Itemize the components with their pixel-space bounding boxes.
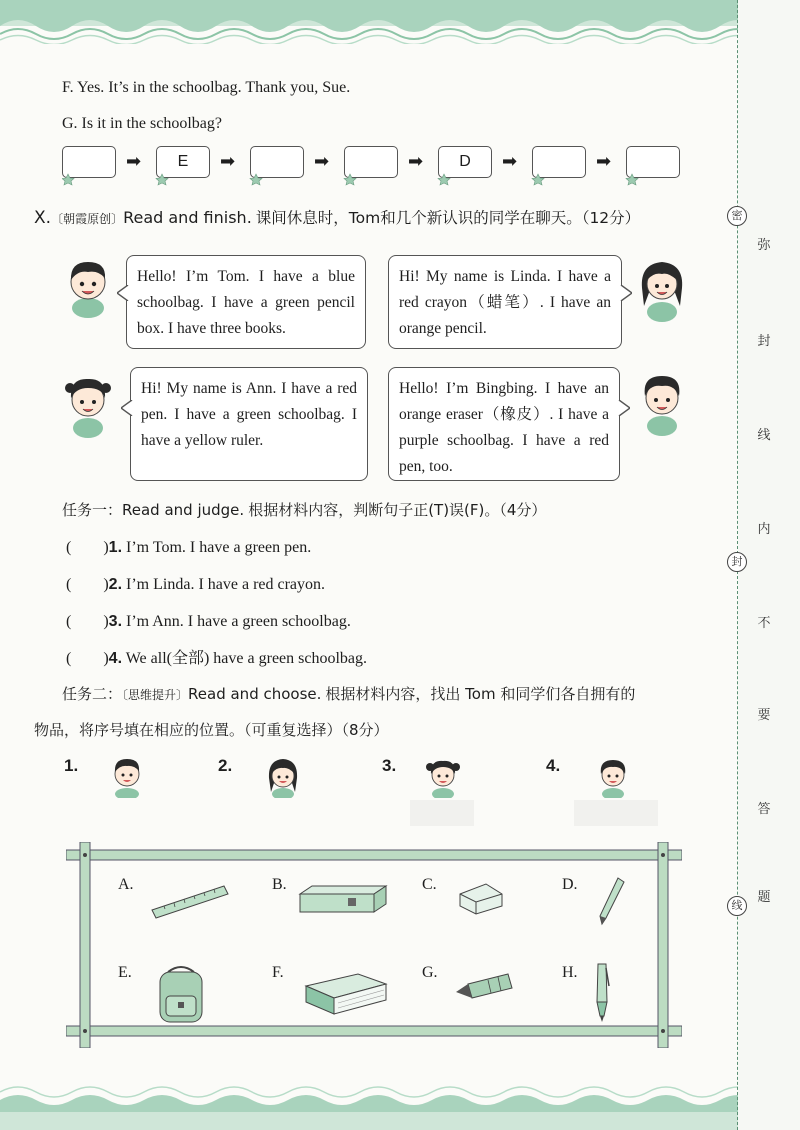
kid-number: 1. bbox=[64, 756, 79, 775]
pencil-box-icon bbox=[298, 884, 388, 916]
book-icon bbox=[304, 970, 388, 1018]
bubble-tail bbox=[121, 400, 133, 416]
task2-heading bbox=[62, 684, 635, 705]
star-decorations bbox=[62, 166, 742, 186]
section-tag: 〔朝霞原创〕 bbox=[51, 212, 124, 226]
speech-bubble-bingbing: Hello! I’m Bingbing. I have an orange eraser（橡皮）. I have a purple schoolbag. I have a red pen, too. bbox=[388, 367, 620, 481]
task1-title: Read and judge. bbox=[122, 501, 245, 519]
girl-avatar-small bbox=[262, 752, 304, 798]
girl-avatar bbox=[632, 250, 692, 322]
task1-heading bbox=[62, 500, 546, 521]
answer-paren[interactable]: ( ) bbox=[66, 650, 109, 667]
option-g: G. Is it in the schoolbag? bbox=[62, 115, 222, 132]
section-title: Read and finish. bbox=[123, 208, 252, 227]
item-letter: G. bbox=[422, 964, 438, 981]
pencil-icon bbox=[596, 876, 626, 926]
item-number: 3. bbox=[108, 613, 123, 630]
binding-char: 线 bbox=[757, 428, 771, 443]
binding-margin bbox=[738, 0, 800, 1130]
kid-number: 3. bbox=[382, 756, 397, 775]
section-desc: 课间休息时，Tom和几个新认识的同学在聊天。（12分） bbox=[255, 209, 641, 227]
boy-avatar bbox=[58, 250, 118, 318]
judge-item bbox=[66, 538, 311, 558]
answer-paren[interactable]: ( ) bbox=[66, 613, 109, 630]
binding-char: 题 bbox=[757, 890, 771, 905]
kid-number: 2. bbox=[218, 756, 233, 775]
item-number: 2. bbox=[108, 576, 123, 593]
item-text: I’m Ann. I have a green schoolbag. bbox=[126, 613, 351, 630]
judge-item bbox=[66, 649, 367, 669]
arrow-right-icon: ➡ bbox=[314, 151, 330, 172]
item-letter: F. bbox=[272, 964, 284, 981]
arrow-right-icon: ➡ bbox=[408, 151, 424, 172]
item-text: I’m Linda. I have a red crayon. bbox=[126, 576, 326, 593]
judge-item bbox=[66, 575, 325, 595]
binding-char: 要 bbox=[757, 708, 771, 723]
boy-avatar-bingbing bbox=[632, 364, 692, 436]
binding-seal-circle: 密 bbox=[727, 206, 747, 226]
answer-box[interactable]: E bbox=[156, 146, 210, 178]
item-letter: A. bbox=[118, 876, 134, 893]
binding-char: 内 bbox=[757, 522, 771, 537]
arrow-right-icon: ➡ bbox=[596, 151, 612, 172]
item-letter: H. bbox=[562, 964, 578, 981]
item-number: 4. bbox=[108, 650, 123, 667]
task2-desc1: 根据材料内容，找出 Tom 和同学们各自拥有的 bbox=[325, 685, 636, 703]
binding-char: 封 bbox=[757, 334, 771, 349]
arrow-right-icon: ➡ bbox=[126, 151, 142, 172]
judge-item bbox=[66, 612, 351, 632]
crayon-icon bbox=[454, 970, 516, 1006]
ruler-icon bbox=[150, 880, 230, 920]
task2-title: Read and choose. bbox=[188, 685, 322, 703]
arrow-right-icon: ➡ bbox=[220, 151, 236, 172]
speech-bubble-linda: Hi! My name is Linda. I have a red crayon（蜡笔）. I have an orange pencil. bbox=[388, 255, 622, 349]
binding-seal-circle: 线 bbox=[727, 896, 747, 916]
binding-char: 答 bbox=[757, 802, 771, 817]
bubble-tail bbox=[620, 285, 632, 301]
task1-desc: 根据材料内容，判断句子正(T)误(F)。（4分） bbox=[248, 501, 547, 519]
item-text: I’m Tom. I have a green pen. bbox=[126, 539, 312, 556]
section-x-heading bbox=[34, 208, 640, 229]
eraser-icon bbox=[456, 880, 506, 916]
option-f: F. Yes. It’s in the schoolbag. Thank you, Sue. bbox=[62, 79, 351, 96]
answer-paren[interactable]: ( ) bbox=[66, 576, 109, 593]
task2-label: 任务二： bbox=[62, 685, 123, 703]
item-number: 1. bbox=[108, 539, 123, 556]
item-letter: D. bbox=[562, 876, 578, 893]
item-letter: C. bbox=[422, 876, 437, 893]
task2-desc2: 物品，将序号填在相应的位置。（可重复选择）（8分） bbox=[34, 721, 389, 739]
answer-blank[interactable] bbox=[410, 800, 474, 826]
bottom-wave-border bbox=[0, 1082, 738, 1130]
girl-avatar-small-ann bbox=[422, 752, 464, 798]
answer-paren[interactable]: ( ) bbox=[66, 539, 109, 556]
boy-avatar-small bbox=[106, 752, 148, 798]
top-wave-border bbox=[0, 0, 738, 44]
answer-blank[interactable] bbox=[574, 800, 658, 826]
task1-label: 任务一： bbox=[62, 501, 123, 519]
pen-icon bbox=[590, 962, 614, 1024]
item-text: We all(全部) have a green schoolbag. bbox=[125, 650, 368, 667]
answer-box[interactable]: D bbox=[438, 146, 492, 178]
bubble-tail bbox=[618, 400, 630, 416]
bubble-tail bbox=[117, 285, 129, 301]
binding-seal-circle: 封 bbox=[727, 552, 747, 572]
section-number: X. bbox=[34, 208, 52, 228]
boy-avatar-small-bingbing bbox=[592, 752, 634, 798]
item-letter: E. bbox=[118, 964, 132, 981]
girl-avatar-ann bbox=[58, 366, 118, 438]
binding-char: 不 bbox=[757, 616, 771, 631]
binding-char: 弥 bbox=[757, 238, 771, 253]
item-letter: B. bbox=[272, 876, 287, 893]
task2-tag: 〔思维提升〕 bbox=[122, 688, 189, 702]
kid-number: 4. bbox=[546, 756, 561, 775]
arrow-right-icon: ➡ bbox=[502, 151, 518, 172]
schoolbag-icon bbox=[154, 962, 208, 1026]
speech-bubble-ann: Hi! My name is Ann. I have a red pen. I have a green schoolbag. I have a yellow ruler. bbox=[130, 367, 368, 481]
speech-bubble-tom: Hello! I’m Tom. I have a blue schoolbag. I have a green pencil box. I have three books. bbox=[126, 255, 366, 349]
